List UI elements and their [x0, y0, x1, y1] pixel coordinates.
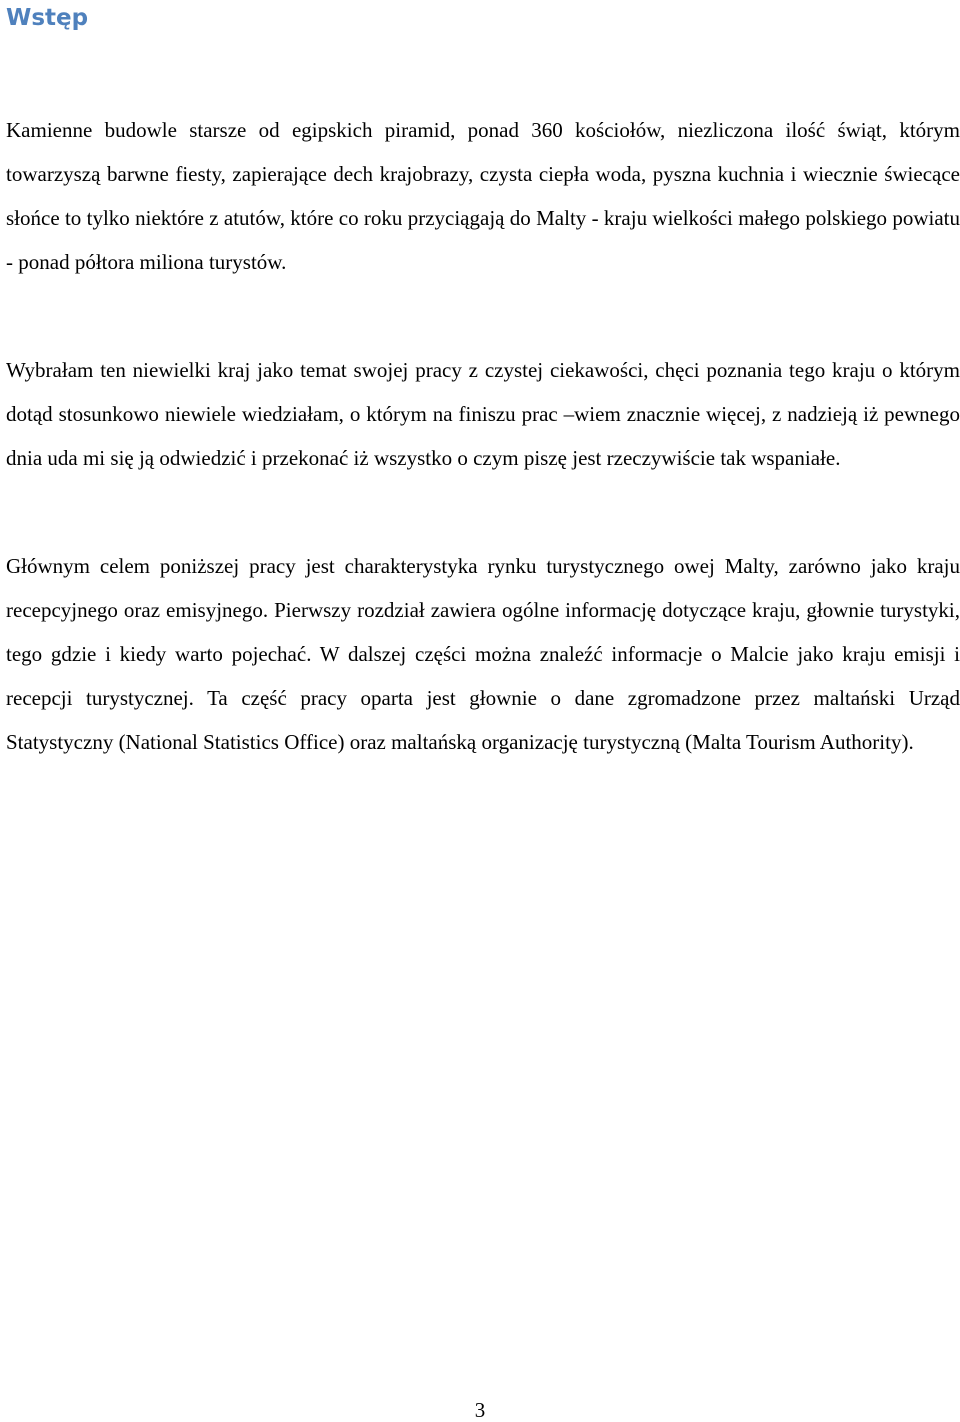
paragraph-motivation: Wybrałam ten niewielki kraj jako temat swojej pracy z czystej ciekawości, chęci poznania tego kraju o którym dotąd stosunkowo niewiele wiedziałam, o którym na finiszu prac –wiem znacznie więcej, z nadzieją iż pewnego dnia uda mi się ją odwiedzić i przekonać iż wszystko o czym piszę jest rzeczywiście tak wspaniałe.: [6, 358, 960, 470]
page-number: 3: [474, 1398, 486, 1422]
section-heading: Wstęp: [6, 5, 89, 31]
paragraph-intro: Kamienne budowle starsze od egipskich piramid, ponad 360 kościołów, niezliczona ilość świąt, którym towarzyszą barwne fiesty, zapierające dech krajobrazy, czysta ciepła woda, pyszna kuchnia i wiecznie świecące słońce to tylko niektóre z atutów, które co roku przyciągają do Malty - kraju wielkości małego polskiego powiatu - ponad półtora miliona turystów.: [6, 118, 960, 274]
paragraph-goal: Głównym celem poniższej pracy jest charakterystyka rynku turystycznego owej Malty, zarówno jako kraju recepcyjnego oraz emisyjnego. Pierwszy rozdział zawiera ogólne informację dotyczące kraju, głownie turystyki, tego gdzie i kiedy warto pojechać. W dalszej części można znaleźć informacje o Malcie jako kraju emisji i recepcji turystycznej. Ta część pracy oparta jest głownie o dane zgromadzone przez maltański Urząd Statystyczny (National Statistics Office) oraz maltańską organizację turystyczną (Malta Tourism Authority).: [6, 554, 960, 754]
